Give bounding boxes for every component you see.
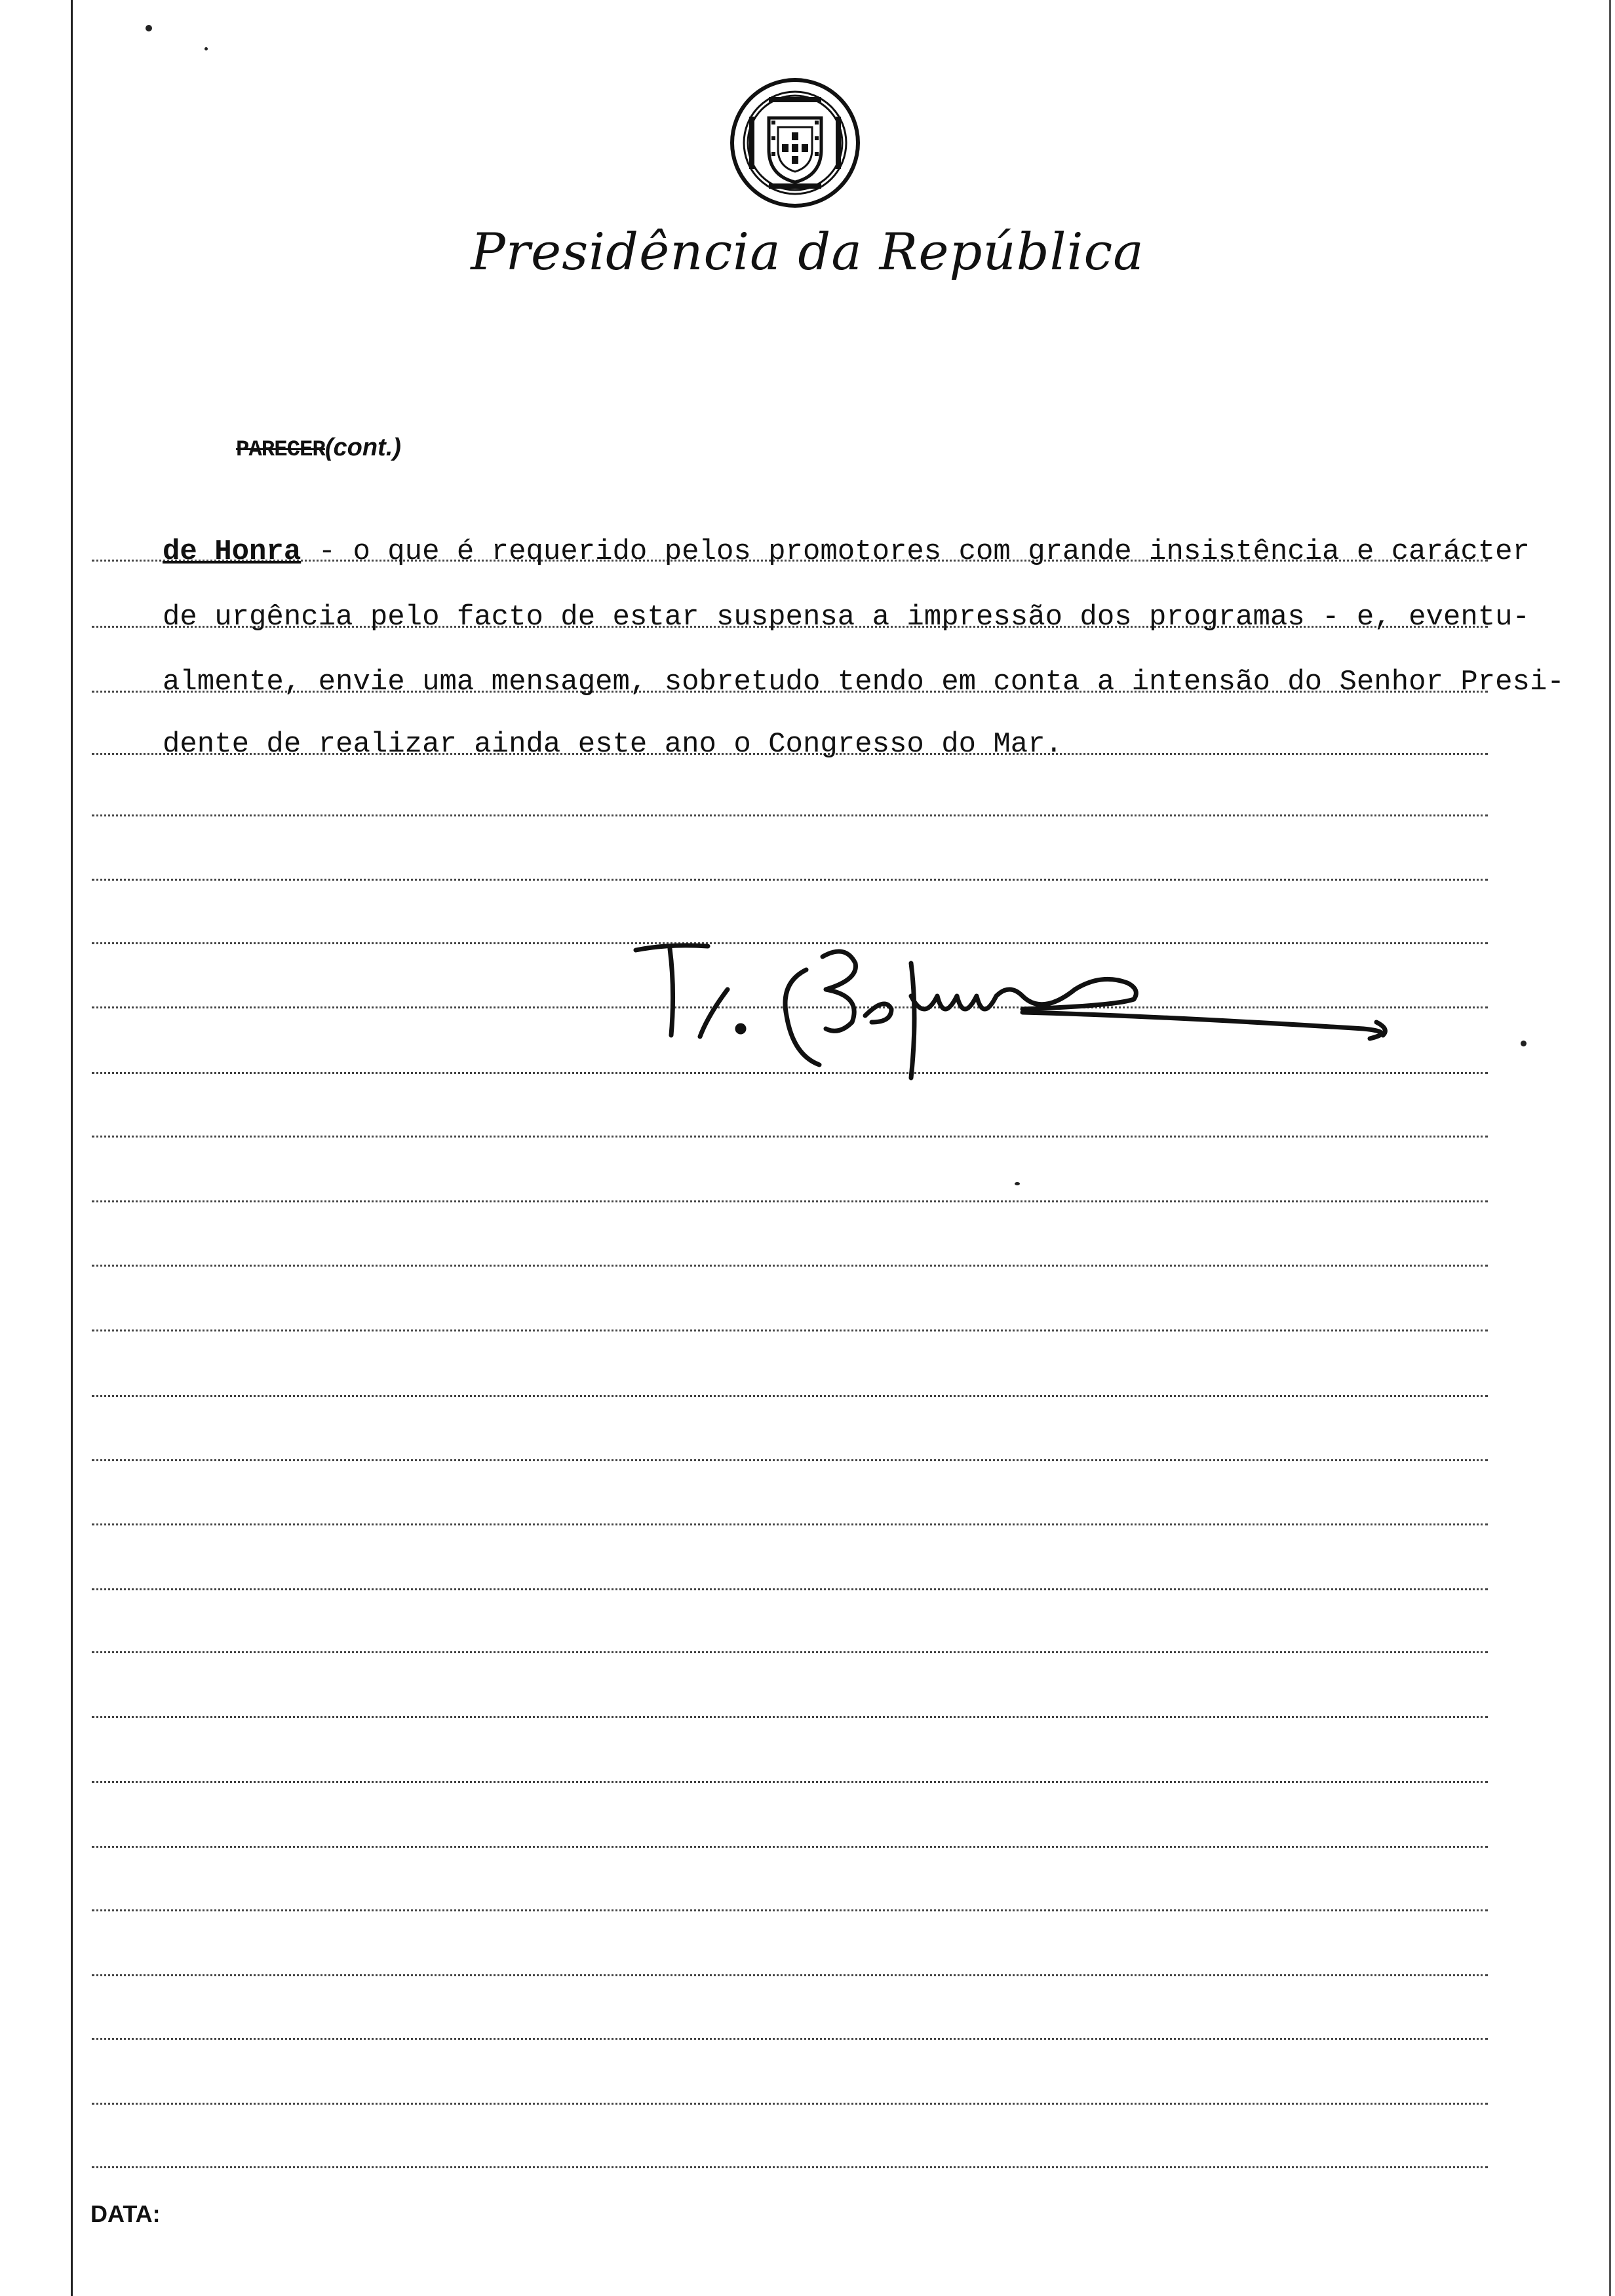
emphasis-text: de Honra	[163, 535, 302, 568]
ruled-line	[92, 1781, 1488, 1783]
ruled-line	[92, 1651, 1488, 1653]
ruled-line	[92, 2166, 1488, 2168]
ruled-line	[92, 1523, 1488, 1525]
ruled-line	[92, 1588, 1488, 1590]
ruled-line	[92, 1459, 1488, 1461]
ruled-line	[92, 2038, 1488, 2040]
ruled-line	[92, 1974, 1488, 1976]
body-line-text: - o que é requerido pelos promotores com grande insistência e carácter	[301, 535, 1530, 568]
page-left-edge	[71, 0, 73, 2296]
ink-speck	[146, 25, 152, 31]
ruled-line	[92, 879, 1488, 881]
page-right-edge	[1609, 0, 1611, 2296]
body-line	[163, 536, 1530, 567]
ruled-line	[92, 2103, 1488, 2105]
letterhead-title: Presidência da República	[471, 223, 1144, 282]
ruled-line	[92, 1395, 1488, 1397]
ruled-line	[92, 1265, 1488, 1267]
ruled-line	[92, 1909, 1488, 1911]
ruled-line	[92, 814, 1488, 816]
portuguese-coat-of-arms-icon	[730, 77, 861, 208]
ink-speck	[204, 47, 208, 50]
body-line-text: almente, envie uma mensagem, sobretudo tendo em conta a intensão do Senhor Presi-	[163, 666, 1565, 698]
struck-heading-word: PARECER	[236, 438, 325, 463]
body-line	[163, 666, 1565, 698]
date-label: DATA:	[90, 2200, 161, 2227]
ruled-line	[92, 1716, 1488, 1718]
ruled-line	[92, 1200, 1488, 1202]
heading-continuation: (cont.)	[324, 434, 401, 461]
body-line-text: de urgência pelo facto de estar suspensa a impressão dos programas - e, eventu-	[163, 601, 1530, 634]
section-heading	[236, 434, 401, 463]
ruled-line	[92, 1846, 1488, 1848]
signature-image	[629, 917, 1547, 1088]
ink-speck	[1015, 1182, 1020, 1185]
body-line-text: dente de realizar ainda este ano o Congresso do Mar.	[163, 728, 1063, 761]
ruled-line	[92, 1136, 1488, 1138]
ruled-line	[92, 1330, 1488, 1331]
body-line	[163, 602, 1530, 633]
body-line	[163, 729, 1062, 760]
